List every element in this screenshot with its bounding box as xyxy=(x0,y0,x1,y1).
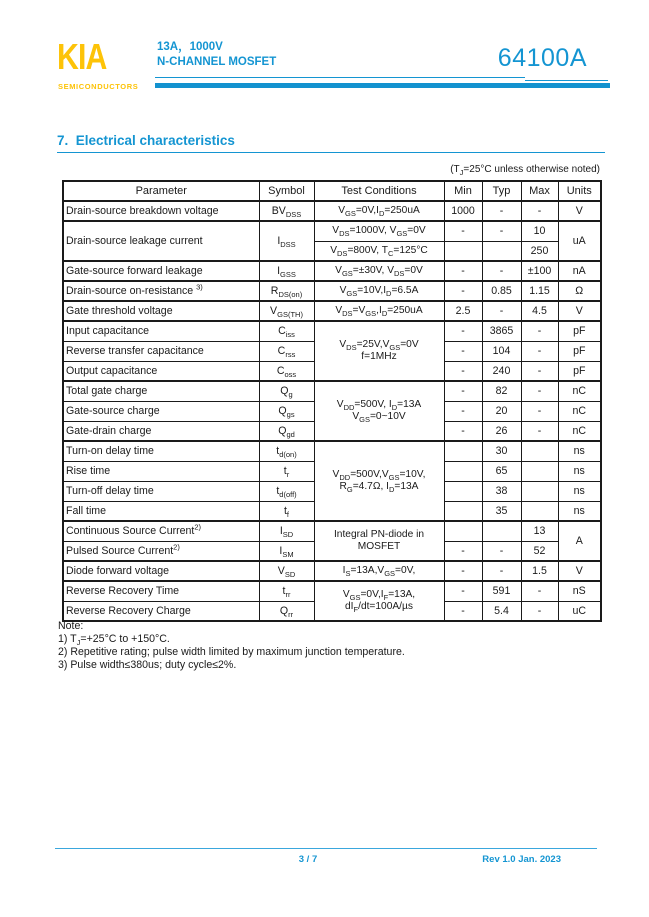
table-row xyxy=(63,201,601,221)
table-row xyxy=(63,521,601,541)
num-cell: - xyxy=(444,561,482,581)
table-row xyxy=(63,561,601,581)
section-underline xyxy=(57,152,605,153)
num-cell: - xyxy=(521,361,558,381)
num-cell: 20 xyxy=(482,401,521,421)
unit-cell: Ω xyxy=(558,281,601,301)
param-cell: Pulsed Source Current$^{2)}$ xyxy=(63,541,259,561)
num-cell: - xyxy=(444,601,482,621)
num-cell: 26 xyxy=(482,421,521,441)
num-cell: - xyxy=(444,361,482,381)
sym-cell: $BV_{DSS}$ xyxy=(259,201,314,221)
column-header-max: Max xyxy=(521,181,558,201)
param-cell: Total gate charge xyxy=(63,381,259,401)
num-cell: - xyxy=(482,541,521,561)
sym-cell: $I_{GSS}$ xyxy=(259,261,314,281)
unit-cell: pF xyxy=(558,321,601,341)
num-cell: 1.15 xyxy=(521,281,558,301)
device-rating: 13A，1000V xyxy=(157,41,223,53)
kia-logo-subtext: SEMICONDUCTORS xyxy=(58,82,139,91)
num-cell: 10 xyxy=(521,221,558,241)
table-condition-note: ($T_J=25^\circ C$ unless otherwise noted) xyxy=(450,164,600,177)
sym-cell: $I_{SD}$ xyxy=(259,521,314,541)
column-header-min: Min xyxy=(444,181,482,201)
sym-cell: $C_{oss}$ xyxy=(259,361,314,381)
sym-cell: $Q_g$ xyxy=(259,381,314,401)
cond-cell: $I_S=13A,V_{GS}=0V$, xyxy=(314,561,444,581)
note-item-3: 3) Pulse width≤380us; duty cycle≤2%. xyxy=(58,659,237,671)
unit-cell: nA xyxy=(558,261,601,281)
num-cell: 0.85 xyxy=(482,281,521,301)
table-row xyxy=(63,221,601,241)
num-cell: - xyxy=(521,401,558,421)
param-cell: Turn-on delay time xyxy=(63,441,259,461)
sym-cell: $I_{SM}$ xyxy=(259,541,314,561)
num-cell xyxy=(444,241,482,261)
unit-cell: pF xyxy=(558,341,601,361)
param-cell: Fall time xyxy=(63,501,259,521)
num-cell: 30 xyxy=(482,441,521,461)
unit-cell: ns xyxy=(558,441,601,461)
spec-table xyxy=(62,180,602,622)
table-row xyxy=(63,441,601,461)
num-cell: - xyxy=(444,401,482,421)
param-cell: Diode forward voltage xyxy=(63,561,259,581)
num-cell: 3865 xyxy=(482,321,521,341)
unit-cell: V xyxy=(558,201,601,221)
num-cell: 5.4 xyxy=(482,601,521,621)
sym-cell: $Q_{gs}$ xyxy=(259,401,314,421)
num-cell xyxy=(444,521,482,541)
header-thin-rule-right xyxy=(525,80,608,81)
sym-cell: $t_{d(on)}$ xyxy=(259,441,314,461)
cond-cell: $V_{DD}=500V$, $I_D=13A$ $V_{GS}=0\sim 10V$ xyxy=(314,381,444,441)
sym-cell: $Q_{rr}$ xyxy=(259,601,314,621)
note-item-2: 2) Repetitive rating; pulse width limited by maximum junction temperature. xyxy=(58,646,405,658)
unit-cell: ns xyxy=(558,501,601,521)
num-cell xyxy=(521,461,558,481)
num-cell: 250 xyxy=(521,241,558,261)
param-cell: Reverse transfer capacitance xyxy=(63,341,259,361)
num-cell xyxy=(521,481,558,501)
param-cell: Rise time xyxy=(63,461,259,481)
device-subtitle xyxy=(157,40,276,70)
sym-cell: $t_{rr}$ xyxy=(259,581,314,601)
num-cell xyxy=(521,441,558,461)
notes-title: Note: xyxy=(58,620,84,632)
table-row xyxy=(63,381,601,401)
param-cell: Drain-source leakage current xyxy=(63,221,259,261)
sym-cell: $I_{DSS}$ xyxy=(259,221,314,261)
num-cell xyxy=(444,461,482,481)
num-cell: ±100 xyxy=(521,261,558,281)
num-cell: - xyxy=(444,421,482,441)
column-header-parameter: Parameter xyxy=(63,181,259,201)
param-cell: Reverse Recovery Charge xyxy=(63,601,259,621)
num-cell: - xyxy=(521,581,558,601)
param-cell: Drain-source on-resistance $^{3)}$ xyxy=(63,281,259,301)
table-row xyxy=(63,261,601,281)
sym-cell: $C_{rss}$ xyxy=(259,341,314,361)
sym-cell: $C_{iss}$ xyxy=(259,321,314,341)
num-cell xyxy=(482,521,521,541)
cond-cell: $V_{GS}=0V,I_D=250uA$ xyxy=(314,201,444,221)
unit-cell: V xyxy=(558,301,601,321)
table-row xyxy=(63,321,601,341)
spec-table-body xyxy=(63,201,601,621)
part-number: 64100A xyxy=(497,44,587,72)
num-cell: 1.5 xyxy=(521,561,558,581)
cond-cell: $V_{GS}=10V,I_D=6.5A$ xyxy=(314,281,444,301)
param-cell: Input capacitance xyxy=(63,321,259,341)
cond-cell: $V_{GS}=\pm 30V$, $V_{DS}=0V$ xyxy=(314,261,444,281)
num-cell: - xyxy=(444,581,482,601)
cond-cell: Integral PN-diode in MOSFET xyxy=(314,521,444,561)
param-cell: Drain-source breakdown voltage xyxy=(63,201,259,221)
sym-cell: $R_{DS(on)}$ xyxy=(259,281,314,301)
unit-cell: pF xyxy=(558,361,601,381)
table-row xyxy=(63,581,601,601)
num-cell: - xyxy=(444,541,482,561)
unit-cell: nS xyxy=(558,581,601,601)
num-cell: - xyxy=(444,221,482,241)
num-cell: - xyxy=(521,321,558,341)
param-cell: Gate-source charge xyxy=(63,401,259,421)
num-cell: 1000 xyxy=(444,201,482,221)
num-cell: - xyxy=(444,261,482,281)
param-cell: Gate threshold voltage xyxy=(63,301,259,321)
num-cell: - xyxy=(521,381,558,401)
header-thin-rule-left xyxy=(155,77,525,78)
revision-label: Rev 1.0 Jan. 2023 xyxy=(482,854,561,865)
page-number: 3 / 7 xyxy=(298,854,318,865)
section-title: 7. Electrical characteristics xyxy=(57,133,235,148)
header-thick-rule xyxy=(155,83,610,88)
sym-cell: $t_{d(off)}$ xyxy=(259,481,314,501)
param-cell: Continuous Source Current$^{2)}$ xyxy=(63,521,259,541)
sym-cell: $Q_{gd}$ xyxy=(259,421,314,441)
num-cell xyxy=(444,441,482,461)
param-cell: Gate-source forward leakage xyxy=(63,261,259,281)
kia-logo: KIA xyxy=(57,36,107,77)
sym-cell: $V_{GS(TH)}$ xyxy=(259,301,314,321)
num-cell: 104 xyxy=(482,341,521,361)
unit-cell: uA xyxy=(558,221,601,261)
spec-table-header-row xyxy=(63,181,601,201)
num-cell: 4.5 xyxy=(521,301,558,321)
sym-cell: $V_{SD}$ xyxy=(259,561,314,581)
num-cell: - xyxy=(521,341,558,361)
num-cell: 52 xyxy=(521,541,558,561)
unit-cell: nC xyxy=(558,381,601,401)
num-cell: - xyxy=(521,421,558,441)
num-cell xyxy=(444,481,482,501)
num-cell: 38 xyxy=(482,481,521,501)
cond-cell: $V_{DS}=1000V$, $V_{GS}=0V$ xyxy=(314,221,444,241)
num-cell: 240 xyxy=(482,361,521,381)
num-cell: - xyxy=(444,321,482,341)
column-header-symbol: Symbol xyxy=(259,181,314,201)
num-cell: 82 xyxy=(482,381,521,401)
num-cell: - xyxy=(444,341,482,361)
cond-cell: $V_{DS}=800V$, $T_C=125^\circ C$ xyxy=(314,241,444,261)
cond-cell: $V_{GS}=0V,I_F=13A$, $dI_F/dt=100A/\mu s$ xyxy=(314,581,444,621)
cond-cell: $V_{DS}=V_{GS},I_D=250uA$ xyxy=(314,301,444,321)
num-cell: - xyxy=(482,561,521,581)
num-cell: - xyxy=(444,381,482,401)
num-cell: - xyxy=(521,201,558,221)
sym-cell: $t_r$ xyxy=(259,461,314,481)
device-type: N-CHANNEL MOSFET xyxy=(157,56,277,68)
notes-block xyxy=(58,620,405,672)
table-row xyxy=(63,301,601,321)
num-cell: 2.5 xyxy=(444,301,482,321)
num-cell xyxy=(444,501,482,521)
unit-cell: A xyxy=(558,521,601,561)
unit-cell: uC xyxy=(558,601,601,621)
num-cell: - xyxy=(444,281,482,301)
table-row xyxy=(63,281,601,301)
param-cell: Output capacitance xyxy=(63,361,259,381)
unit-cell: V xyxy=(558,561,601,581)
num-cell xyxy=(521,501,558,521)
num-cell xyxy=(482,241,521,261)
column-header-units: Units xyxy=(558,181,601,201)
num-cell: 13 xyxy=(521,521,558,541)
cond-cell: $V_{DD}=500V,V_{GS}=10V$, $R_G=4.7\Omega$, $I_D=13A$ xyxy=(314,441,444,521)
unit-cell: nC xyxy=(558,401,601,421)
num-cell: 35 xyxy=(482,501,521,521)
num-cell: 65 xyxy=(482,461,521,481)
param-cell: Reverse Recovery Time xyxy=(63,581,259,601)
column-header-test-conditions: Test Conditions xyxy=(314,181,444,201)
param-cell: Turn-off delay time xyxy=(63,481,259,501)
column-header-typ: Typ xyxy=(482,181,521,201)
unit-cell: ns xyxy=(558,481,601,501)
footer-rule xyxy=(55,848,597,849)
param-cell: Gate-drain charge xyxy=(63,421,259,441)
num-cell: - xyxy=(521,601,558,621)
unit-cell: nC xyxy=(558,421,601,441)
num-cell: - xyxy=(482,201,521,221)
note-item-1: 1) $T_J=+25^\circ C$ to +150°C. xyxy=(58,633,170,648)
cond-cell: $V_{DS}=25V,V_{GS}=0V$ f=1MHz xyxy=(314,321,444,381)
sym-cell: $t_f$ xyxy=(259,501,314,521)
unit-cell: ns xyxy=(558,461,601,481)
num-cell: 591 xyxy=(482,581,521,601)
num-cell: - xyxy=(482,261,521,281)
num-cell: - xyxy=(482,221,521,241)
num-cell: - xyxy=(482,301,521,321)
